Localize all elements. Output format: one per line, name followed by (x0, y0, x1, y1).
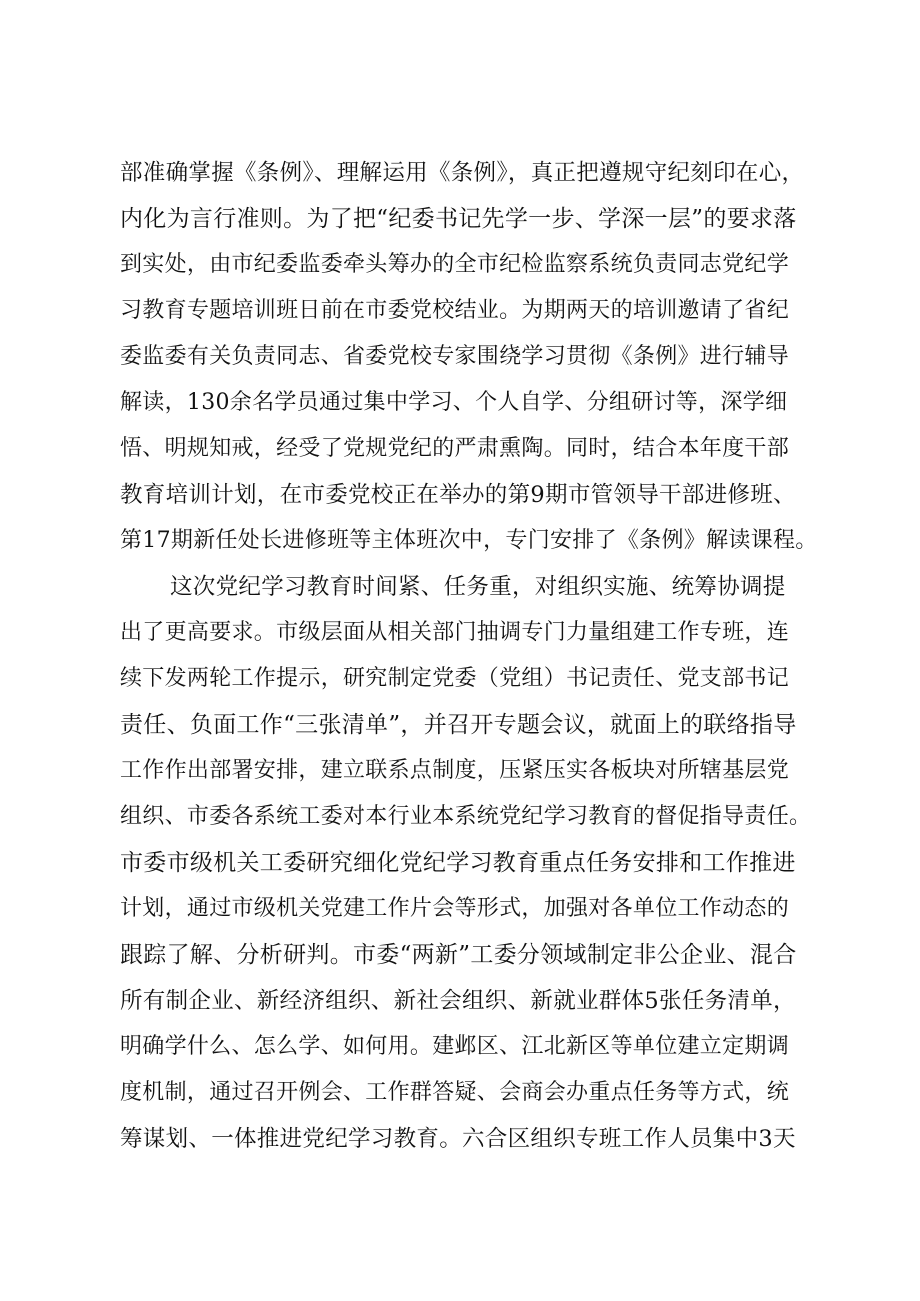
text-line: 第17期新任处长进修班等主体班次中，专门安排了《条例》解读课程。 (120, 528, 818, 553)
paragraph-first-line: 这次党纪学习教育时间紧、任务重，对组织实施、统筹协调提 (170, 574, 786, 600)
text-line: 委监委有关负责同志、省委党校专家围绕学习贯彻《条例》进行辅导 (120, 344, 790, 369)
text-line: 续下发两轮工作提示，研究制定党委（党组）书记责任、党支部书记 (120, 666, 790, 691)
text-line: 所有制企业、新经济组织、新社会组织、新就业群体5张任务清单， (120, 988, 796, 1014)
text-line: 跟踪了解、分析研判。市委“两新”工委分领域制定非公企业、混合 (120, 942, 797, 968)
text-line: 习教育专题培训班日前在市委党校结业。为期两天的培训邀请了省纪 (120, 298, 790, 323)
text-line: 责任、负面工作“三张清单”，并召开专题会议，就面上的联络指导 (120, 712, 797, 738)
text-line: 组织、市委各系统工委对本行业本系统党纪学习教育的督促指导责任。 (120, 804, 812, 829)
text-line: 部准确掌握《条例》、理解运用《条例》，真正把遵规守纪刻印在心， (120, 160, 805, 186)
text-line: 工作作出部署安排，建立联系点制度，压紧压实各板块对所辖基层党 (120, 758, 790, 783)
text-line: 筹谋划、一体推进党纪学习教育。六合区组织专班工作人员集中3天 (120, 1126, 796, 1152)
text-line: 明确学什么、怎么学、如何用。建邺区、江北新区等单位建立定期调 (120, 1034, 790, 1059)
text-line: 到实处，由市纪委监委牵头筹办的全市纪检监察系统负责同志党纪学 (120, 252, 790, 277)
text-line: 出了更高要求。市级层面从相关部门抽调专门力量组建工作专班，连 (120, 620, 790, 645)
text-line: 内化为言行准则。为了把“纪委书记先学一步、学深一层”的要求落 (120, 206, 797, 232)
text-line: 教育培训计划，在市委党校正在举办的第9期市管领导干部进修班、 (120, 482, 796, 508)
text-line: 市委市级机关工委研究细化党纪学习教育重点任务安排和工作推进 (120, 850, 796, 876)
text-line: 度机制，通过召开例会、工作群答疑、会商会办重点任务等方式，统 (120, 1080, 790, 1105)
text-line: 悟、明规知戒，经受了党规党纪的严肃熏陶。同时，结合本年度干部 (120, 436, 790, 461)
text-line: 计划，通过市级机关党建工作片会等形式，加强对各单位工作动态的 (120, 896, 790, 921)
text-line: 解读，130余名学员通过集中学习、个人自学、分组研讨等，深学细 (120, 390, 788, 415)
